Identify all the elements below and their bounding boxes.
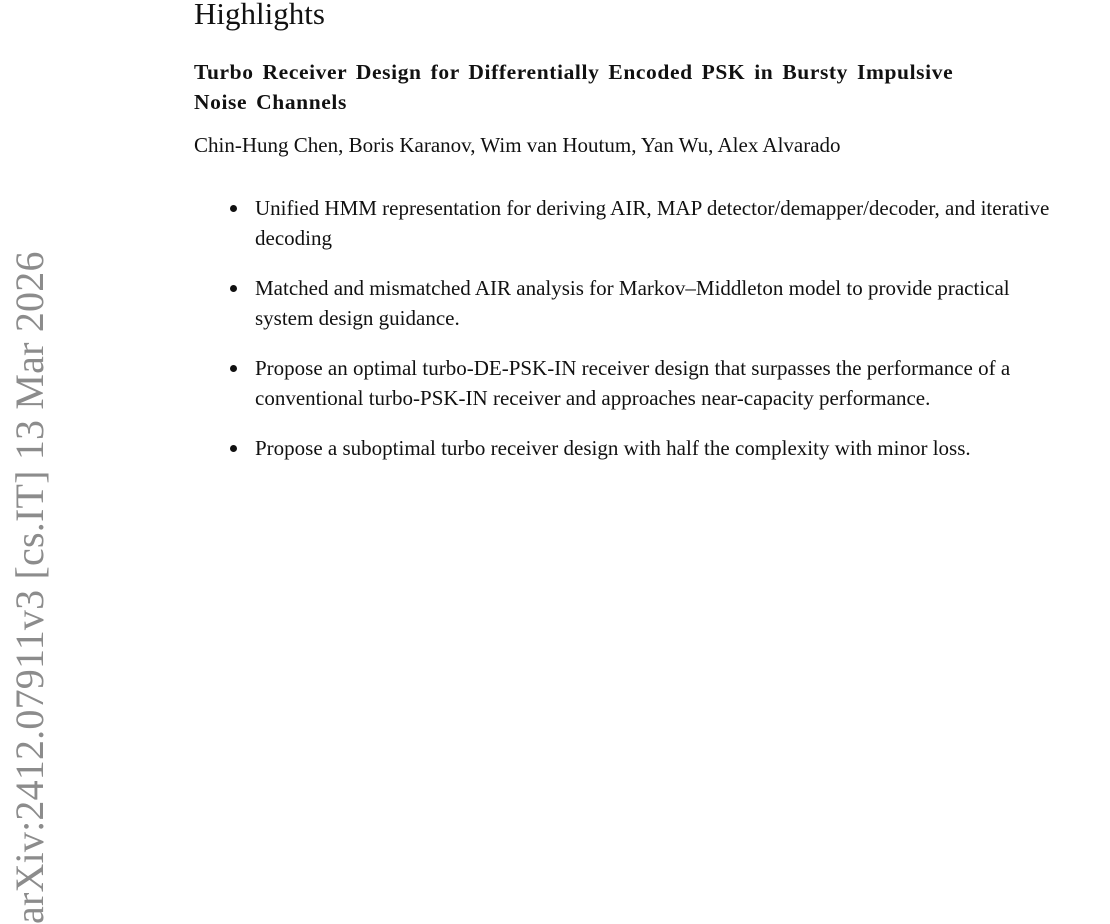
paper-title: Turbo Receiver Design for Differentially Encoded PSK in Bursty Impulsive Noise Channels [194, 60, 954, 114]
highlight-text: Propose a suboptimal turbo receiver design with half the complexity with minor loss. [255, 436, 971, 460]
highlight-item [230, 353, 1110, 413]
highlight-item [230, 433, 1110, 463]
bullet-dot-icon [230, 365, 237, 372]
section-heading: Highlights [194, 0, 325, 31]
highlights-list [230, 193, 1110, 483]
highlight-item [230, 193, 1110, 253]
highlight-text: Propose an optimal turbo-DE-PSK-IN receiver design that surpasses the performance of a conventional turbo-PSK-IN receiver and approaches near-capacity performance. [255, 356, 1011, 410]
highlight-text: Matched and mismatched AIR analysis for Markov–Middleton model to provide practical system design guidance. [255, 276, 1010, 330]
author-list: Chin-Hung Chen, Boris Karanov, Wim van Houtum, Yan Wu, Alex Alvarado [194, 133, 841, 157]
highlight-text: Unified HMM representation for deriving AIR, MAP detector/demapper/decoder, and iterative decoding [255, 196, 1050, 250]
bullet-dot-icon [230, 285, 237, 292]
bullet-dot-icon [230, 445, 237, 452]
highlight-item [230, 273, 1110, 333]
bullet-dot-icon [230, 205, 237, 212]
arxiv-identifier-stamp: arXiv:2412.07911v3 [cs.IT] 13 Mar 2026 [7, 251, 52, 924]
